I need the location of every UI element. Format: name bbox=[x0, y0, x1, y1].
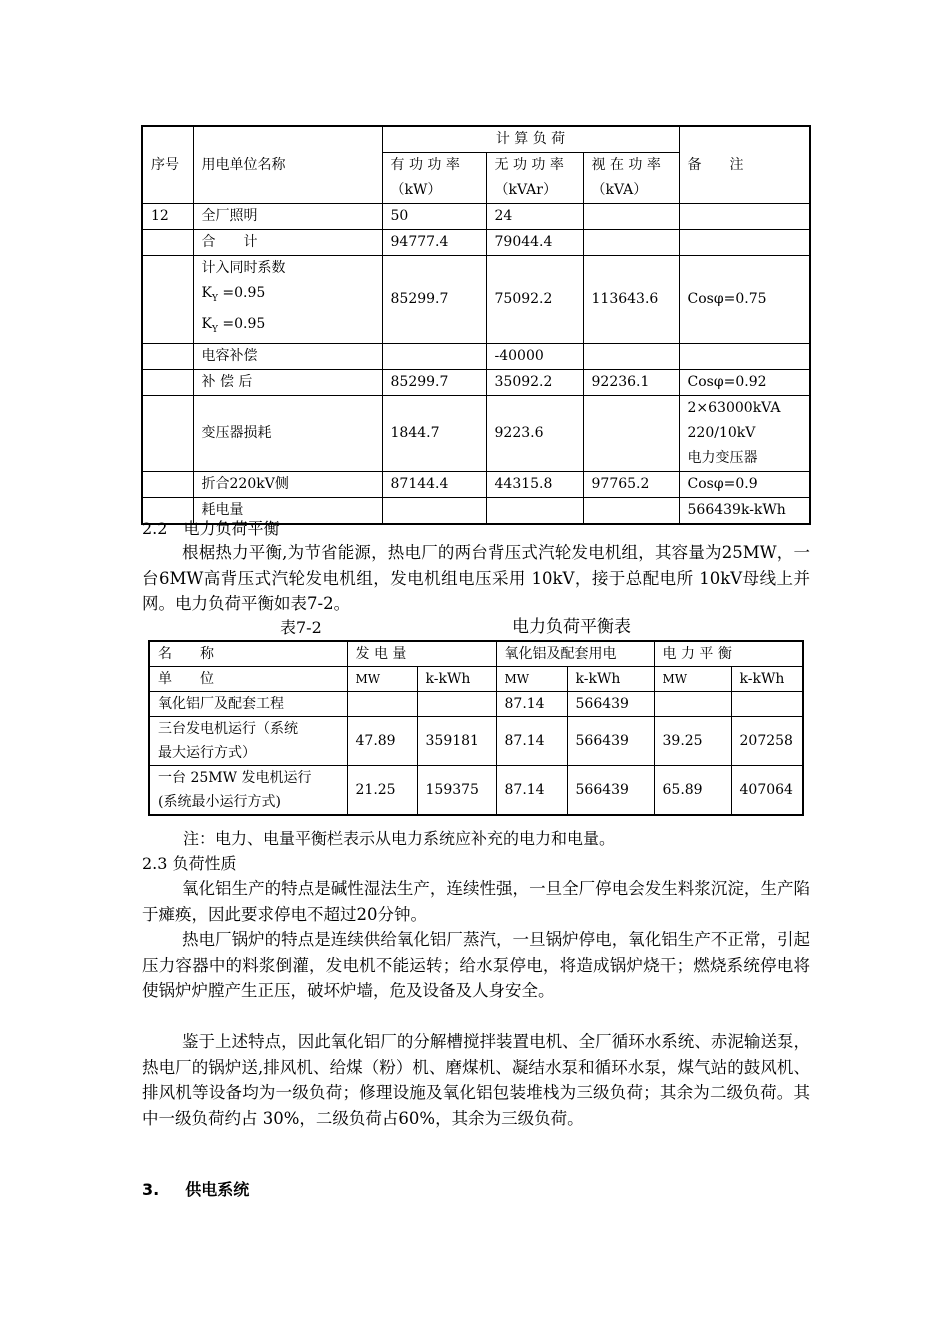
unit-mw: MW bbox=[496, 667, 567, 692]
table-row bbox=[142, 343, 810, 369]
cell-s: 113643.6 bbox=[583, 256, 679, 344]
cell-name: 补 偿 后 bbox=[193, 369, 382, 395]
cell-s bbox=[583, 343, 679, 369]
table-header-row bbox=[149, 641, 803, 667]
unit-kwh: k-kWh bbox=[417, 667, 496, 692]
cell-q bbox=[486, 497, 583, 524]
cell-al-mw: 87.14 bbox=[496, 766, 567, 816]
cell-gen-mw: 47.89 bbox=[347, 717, 417, 766]
section-3-number: 3. bbox=[142, 1180, 160, 1199]
cell-al-kwh: 566439 bbox=[567, 717, 654, 766]
section-2-2-paragraph: 根椐热力平衡,为节省能源，热电厂的两台背压式汽轮发电机组，其容量为25MW，一台6MW高背压式汽轮发电机组，发电机组电压采用 10kV，接于总配电所 10kV母线上并网。电力负荷平衡如表7-2。 bbox=[142, 543, 810, 613]
table-note: 注：电力、电量平衡栏表示从电力系统应补充的电力和电量。 bbox=[183, 829, 616, 848]
cell-name: 全厂照明 bbox=[193, 204, 382, 230]
table-row bbox=[142, 256, 810, 344]
unit-kwh: k-kWh bbox=[567, 667, 654, 692]
header-unit: 单 位 bbox=[149, 667, 347, 692]
remark-line3: 电力变压器 bbox=[687, 449, 758, 466]
header-apparent-unit: （kVA） bbox=[591, 182, 648, 198]
header-reactive bbox=[486, 153, 583, 204]
cell-al-kwh: 566439 bbox=[567, 766, 654, 816]
cell-bal-kwh: 407064 bbox=[731, 766, 803, 816]
header-remark: 备 注 bbox=[679, 126, 810, 204]
cell-bal-mw bbox=[654, 692, 731, 717]
cell-gen-kwh: 159375 bbox=[417, 766, 496, 816]
unit-kwh: k-kWh bbox=[731, 667, 803, 692]
header-reactive-unit: （kVAr） bbox=[494, 182, 557, 198]
table-row bbox=[149, 692, 803, 717]
header-unit-name: 用电单位名称 bbox=[193, 126, 382, 204]
cell-seq bbox=[142, 471, 193, 497]
header-reactive-label: 无 功 功 率 bbox=[494, 157, 564, 173]
cell-name-line2: (系统最小运行方式) bbox=[158, 794, 281, 810]
table-7-2-title: 电力负荷平衡表 bbox=[512, 617, 631, 637]
cell-bal-mw: 65.89 bbox=[654, 766, 731, 816]
cell-name-line1: 三台发电机运行（系统 bbox=[158, 721, 298, 737]
cell-gen-mw bbox=[347, 692, 417, 717]
k-subscript: Y bbox=[211, 324, 218, 335]
header-active-label: 有 功 功 率 bbox=[390, 157, 460, 173]
table-row bbox=[149, 717, 803, 766]
cell-q: 75092.2 bbox=[486, 256, 583, 344]
cell-remark bbox=[679, 230, 810, 256]
cell-bal-mw: 39.25 bbox=[654, 717, 731, 766]
cell-p: 87144.4 bbox=[382, 471, 486, 497]
cell-name: 耗电量 bbox=[193, 497, 382, 524]
section-2-3-heading: 2.3 负荷性质 bbox=[142, 854, 237, 873]
header-balance: 电 力 平 衡 bbox=[654, 641, 803, 667]
cell-remark: Cosφ=0.9 bbox=[679, 471, 810, 497]
cell-remark: 566439k-kWh bbox=[679, 497, 810, 524]
cell-s bbox=[583, 395, 679, 471]
cell-p: 1844.7 bbox=[382, 395, 486, 471]
cell-gen-kwh: 359181 bbox=[417, 717, 496, 766]
cell-s bbox=[583, 230, 679, 256]
cell-q: 9223.6 bbox=[486, 395, 583, 471]
remark-line1: 2×63000kVA bbox=[687, 399, 781, 416]
cell-p bbox=[382, 343, 486, 369]
cell-remark bbox=[679, 204, 810, 230]
remark-line2: 220/10kV bbox=[687, 424, 756, 441]
cell-name-line2: 最大运行方式） bbox=[158, 745, 256, 761]
k-value: =0.95 bbox=[217, 285, 266, 301]
cell-p: 85299.7 bbox=[382, 256, 486, 344]
cell-name-line1: 计入同时系数 bbox=[201, 260, 286, 276]
cell-name: 氧化铝厂及配套工程 bbox=[149, 692, 347, 717]
table-row bbox=[149, 766, 803, 816]
cell-q: -40000 bbox=[486, 343, 583, 369]
cell-s: 92236.1 bbox=[583, 369, 679, 395]
load-calculation-table bbox=[141, 125, 811, 525]
section-2-3-paragraph-1: 氧化铝生产的特点是碱性湿法生产，连续性强，一旦全厂停电会发生料浆沉淀，生产陷于瘫痪，因此要求停电不超过20分钟。 bbox=[142, 879, 810, 924]
cell-al-mw: 87.14 bbox=[496, 692, 567, 717]
header-name: 名 称 bbox=[149, 641, 347, 667]
header-alumina: 氧化铝及配套用电 bbox=[496, 641, 654, 667]
cell-s: 97765.2 bbox=[583, 471, 679, 497]
cell-name-line3 bbox=[202, 312, 374, 343]
cell-seq bbox=[142, 256, 193, 344]
cell-remark bbox=[679, 343, 810, 369]
cell-seq bbox=[142, 395, 193, 471]
header-active-unit: （kW） bbox=[390, 182, 442, 198]
cell-remark bbox=[679, 395, 810, 471]
cell-name bbox=[149, 766, 347, 816]
cell-q: 44315.8 bbox=[486, 471, 583, 497]
cell-name: 变压器损耗 bbox=[193, 395, 382, 471]
header-active bbox=[382, 153, 486, 204]
cell-seq bbox=[142, 369, 193, 395]
cell-remark: Cosφ=0.92 bbox=[679, 369, 810, 395]
cell-gen-mw: 21.25 bbox=[347, 766, 417, 816]
table-row bbox=[142, 369, 810, 395]
cell-q: 35092.2 bbox=[486, 369, 583, 395]
cell-q: 79044.4 bbox=[486, 230, 583, 256]
cell-seq bbox=[142, 230, 193, 256]
cell-bal-kwh: 207258 bbox=[731, 717, 803, 766]
cell-p: 50 bbox=[382, 204, 486, 230]
header-apparent-label: 视 在 功 率 bbox=[591, 157, 661, 173]
section-2-2-heading: 2.2 电力负荷平衡 bbox=[142, 519, 280, 538]
header-seq: 序号 bbox=[142, 126, 193, 204]
k-value: =0.95 bbox=[217, 315, 266, 332]
table-row bbox=[142, 471, 810, 497]
cell-name bbox=[193, 256, 382, 344]
section-2-3-paragraph-3: 鉴于上述特点，因此氧化铝厂的分解槽搅拌装置电机、全厂循环水系统、赤泥输送泵，热电厂的锅炉送,排风机、给煤（粉）机、磨煤机、凝结水泵和循环水泵，煤气站的鼓风机、排风机等设备均为一级负荷；修理设施及氧化铝包装堆栈为三级负荷；其余为二级负荷。其中一级负荷约占 30%，二级负荷占60%，其余为三级负荷。 bbox=[142, 1032, 810, 1128]
cell-p: 85299.7 bbox=[382, 369, 486, 395]
header-gen: 发 电 量 bbox=[347, 641, 496, 667]
cell-remark: Cosφ=0.75 bbox=[679, 256, 810, 344]
cell-name: 折合220kV侧 bbox=[193, 471, 382, 497]
cell-name: 电容补偿 bbox=[193, 343, 382, 369]
k-subscript: Y bbox=[211, 293, 218, 304]
table-unit-row bbox=[149, 667, 803, 692]
header-calc-load: 计 算 负 荷 bbox=[382, 126, 679, 153]
cell-p bbox=[382, 497, 486, 524]
cell-name bbox=[149, 717, 347, 766]
cell-al-mw: 87.14 bbox=[496, 717, 567, 766]
section-2-3-paragraph-2: 热电厂锅炉的特点是连续供给氧化铝厂蒸汽，一旦锅炉停电，氧化铝生产不正常，引起压力容器中的料浆倒灌，发电机不能运转；给水泵停电，将造成锅炉烧干；燃烧系统停电将使锅炉炉膛产生正压，破坏炉墙，危及设备及人身安全。 bbox=[142, 930, 810, 1000]
cell-s bbox=[583, 204, 679, 230]
power-balance-table bbox=[148, 640, 804, 816]
cell-p: 94777.4 bbox=[382, 230, 486, 256]
cell-name: 合 计 bbox=[193, 230, 382, 256]
cell-gen-kwh bbox=[417, 692, 496, 717]
cell-al-kwh: 566439 bbox=[567, 692, 654, 717]
table-header-row bbox=[142, 126, 810, 153]
cell-seq bbox=[142, 343, 193, 369]
cell-s bbox=[583, 497, 679, 524]
unit-mw: MW bbox=[654, 667, 731, 692]
table-row bbox=[142, 395, 810, 471]
table-row bbox=[142, 204, 810, 230]
cell-name-line2 bbox=[202, 281, 374, 312]
header-apparent bbox=[583, 153, 679, 204]
cell-name-line1: 一台 25MW 发电机运行 bbox=[158, 770, 312, 786]
cell-seq: 12 bbox=[142, 204, 193, 230]
section-3-heading bbox=[142, 1177, 249, 1200]
table-7-2-number: 表7-2 bbox=[280, 618, 322, 637]
cell-bal-kwh bbox=[731, 692, 803, 717]
section-3-title: 供电系统 bbox=[185, 1180, 250, 1199]
k-symbol: K bbox=[201, 315, 212, 332]
cell-q: 24 bbox=[486, 204, 583, 230]
unit-mw: MW bbox=[347, 667, 417, 692]
k-symbol: K bbox=[201, 285, 212, 301]
table-row bbox=[142, 230, 810, 256]
